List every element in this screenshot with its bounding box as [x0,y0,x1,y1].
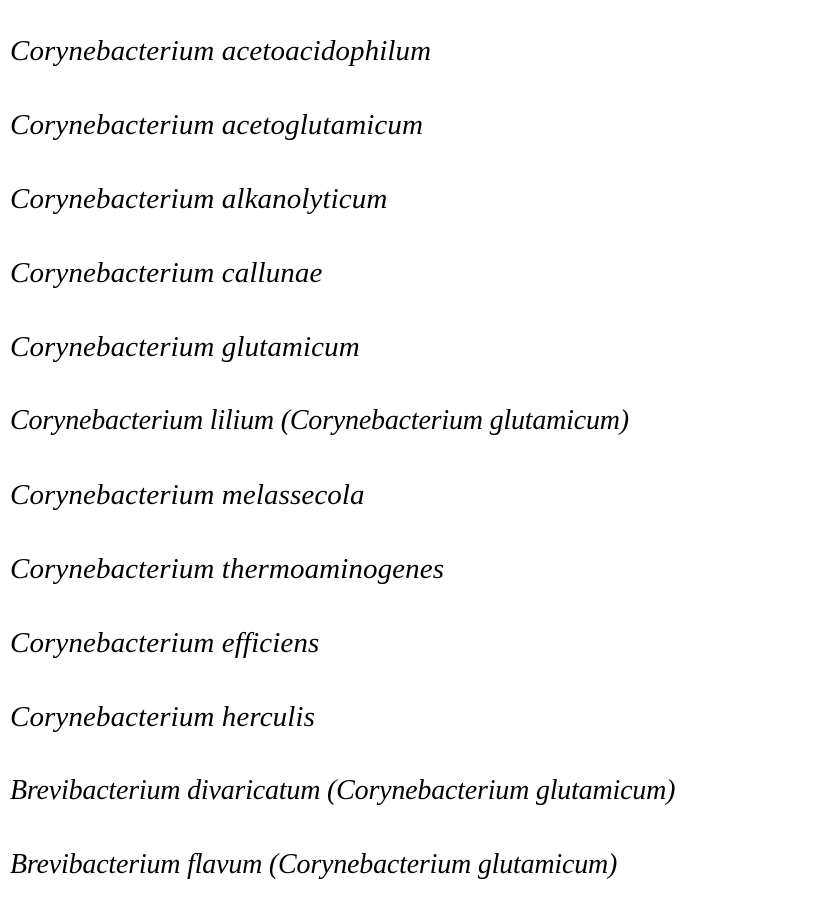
list-item: Corynebacterium herculis [10,701,315,733]
list-item: Corynebacterium glutamicum [10,331,360,363]
list-item: Corynebacterium acetoglutamicum [10,109,424,141]
list-item: Corynebacterium acetoacidophilum [10,35,432,67]
list-item: Brevibacterium divaricatum (Corynebacterium glutamicum) [10,775,676,806]
list-item: Corynebacterium lilium (Corynebacterium glutamicum) [10,405,629,436]
list-item: Corynebacterium callunae [10,257,323,289]
list-item: Corynebacterium alkanolyticum [10,183,388,215]
list-item: Corynebacterium melassecola [10,479,365,511]
list-item: Brevibacterium flavum (Corynebacterium glutamicum) [10,849,618,880]
list-item: Corynebacterium efficiens [10,627,320,659]
list-item: Corynebacterium thermoaminogenes [10,553,445,585]
